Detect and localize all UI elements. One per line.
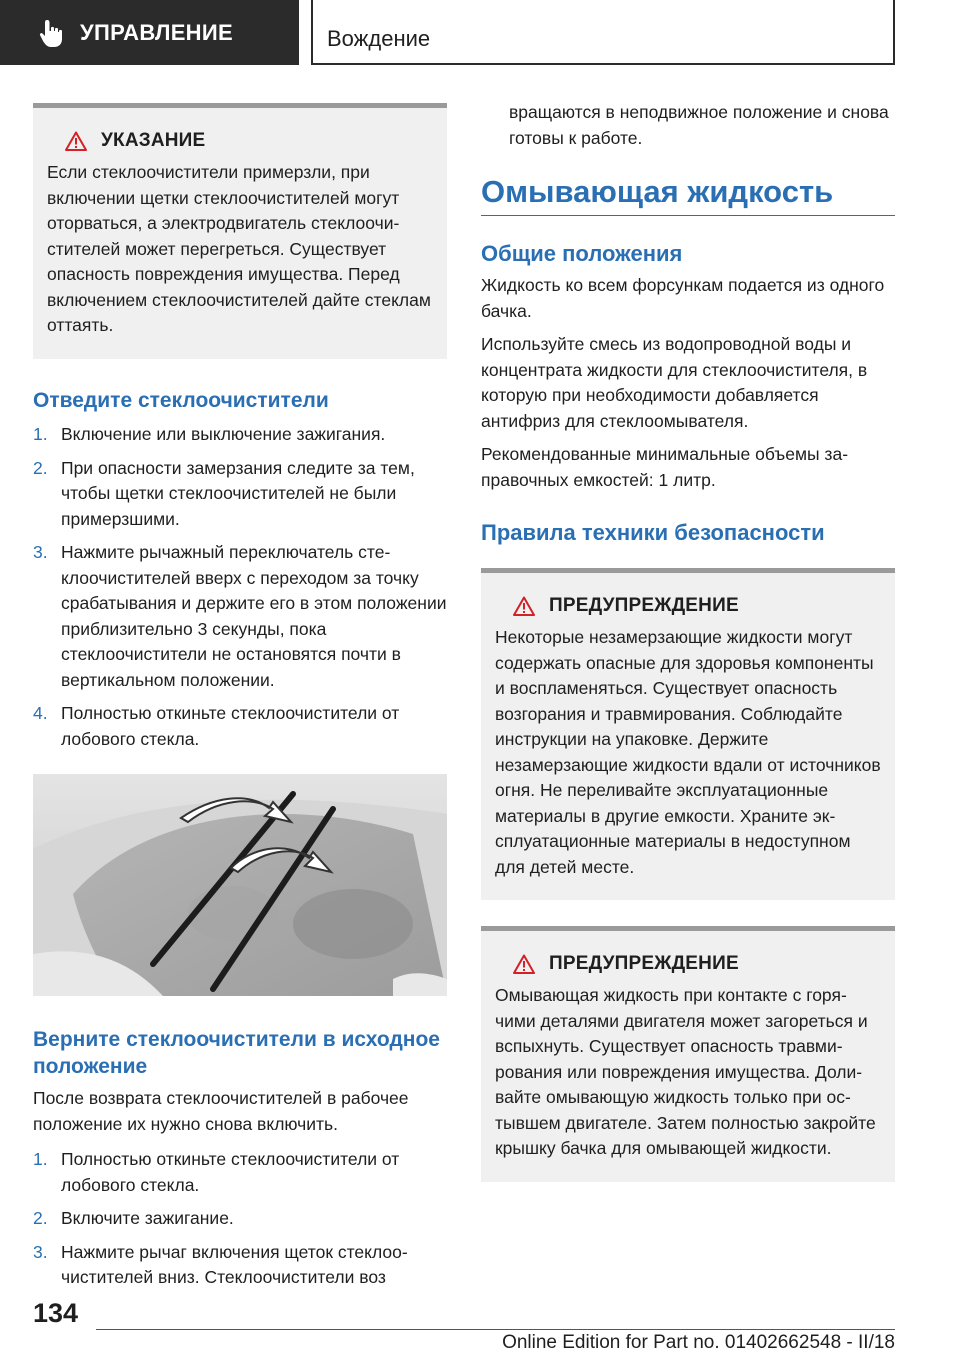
wiper-illustration (33, 774, 447, 996)
warning-header (513, 595, 881, 617)
right-column (481, 100, 895, 1182)
section-title-fold-wipers: Отведите стеклоочистители (33, 389, 329, 412)
list-item: 1. Полностью откиньте стеклоочистители от лобового стекла. (33, 1149, 400, 1195)
list-item: 3. Нажмите рычажный переключатель стеклоочистителей вверх с переходом за точку срабатывания и держите его в этом положении приблизительно 3 секунды, пока стеклоочистители не остановятся почти в вертикальном положении. (33, 542, 447, 690)
warning-triangle-icon (65, 131, 87, 151)
section-intro: После возврата стеклоочистителей в рабочее положение их нужно снова включить. (33, 1088, 409, 1134)
chapter-tab[interactable] (0, 0, 299, 65)
steps-fold-wipers (33, 422, 447, 752)
main-title-rule (481, 173, 895, 216)
page-number: 134 (33, 1298, 79, 1328)
note-text: Если стеклоочистители примерзли, при включении щетки стеклоочистителей могут оторваться, а электродвигатель стеклоочистителей может перегреться. Существует опасность повреждения имущества. Перед включением стеклоочистителей дайте стеклам оттаять. (47, 162, 431, 335)
list-item: 2. При опасности замерзания следите за тем, чтобы щетки стеклоочистителей не были примерзшими. (33, 457, 415, 529)
page-title: Омывающая жидкость (481, 174, 834, 209)
warning-text: Некоторые незамерзающие жидкости могут содержать опасные для здоровья компоненты и воспламеняться. Существует опасность возгорания и травмирования. Соблюдайте инструкции на упаковке. Держите незамерзающие жидкости вдали от источников огня. Не переливайте эксплуатационные материалы в другие емкости. Храните эксплуатационные материалы в недоступном для детей месте. (495, 627, 881, 877)
hand-pointer-icon (38, 18, 66, 48)
note-header (65, 130, 433, 152)
warning-text: Омывающая жидкость при контакте с горячими деталями двигателя может загореться и вспыхнуть. Существует опасность травмирования или повреждения имущества. Доливайте омывающую жидкость только при остывшем двигателе. Затем полностью закройте крышку бачка для омывающей жидкости. (495, 985, 876, 1158)
warning-box-1 (481, 568, 895, 900)
warning-title: ПРЕДУПРЕЖДЕНИЕ (549, 953, 739, 974)
paragraph: Рекомендованные минимальные объемы заправочных емкостей: 1 литр. (481, 444, 849, 490)
section-title-safety: Правила техники безопасности (481, 520, 825, 545)
left-column (33, 103, 447, 1299)
warning-header (513, 953, 881, 975)
chapter-tab-label: УПРАВЛЕНИЕ (80, 19, 233, 45)
steps-return-wipers (33, 1147, 447, 1291)
warning-triangle-icon (513, 954, 535, 974)
note-box (33, 103, 447, 359)
list-item: 3. Нажмите рычаг включения щеток стеклоочистителей вниз. Стеклоочистители воз (33, 1241, 408, 1287)
list-item: 4. Полностью откиньте стеклоочистители от лобового стекла. (33, 703, 400, 749)
warning-box-2 (481, 926, 895, 1182)
breadcrumb (311, 0, 895, 65)
footer-edition: Online Edition for Part no. 01402662548 - II/18 (502, 1332, 895, 1353)
paragraph: Жидкость ко всем форсункам подается из одного бачка. (481, 275, 885, 321)
list-item: 1. Включение или выключение зажигания. (33, 424, 386, 444)
note-title: УКАЗАНИЕ (101, 130, 206, 151)
section-title-return-wipers: Верните стеклоочистители в исходное положение (33, 1028, 440, 1078)
breadcrumb-label: Вождение (327, 26, 431, 51)
paragraph: Используйте смесь из водопроводной воды и концентрата жидкости для стеклоочистителя, в которую при необходимости добавляется антифриз для стеклоомывателя. (481, 334, 868, 431)
warning-triangle-icon (513, 596, 535, 616)
warning-title: ПРЕДУПРЕЖДЕНИЕ (549, 595, 739, 616)
section-title-general: Общие положения (481, 241, 683, 266)
list-item: 2. Включите зажигание. (33, 1208, 234, 1228)
footer-rule (96, 1329, 895, 1330)
continuation-text: вращаются в неподвижное положение и снова готовы к работе. (509, 102, 889, 148)
